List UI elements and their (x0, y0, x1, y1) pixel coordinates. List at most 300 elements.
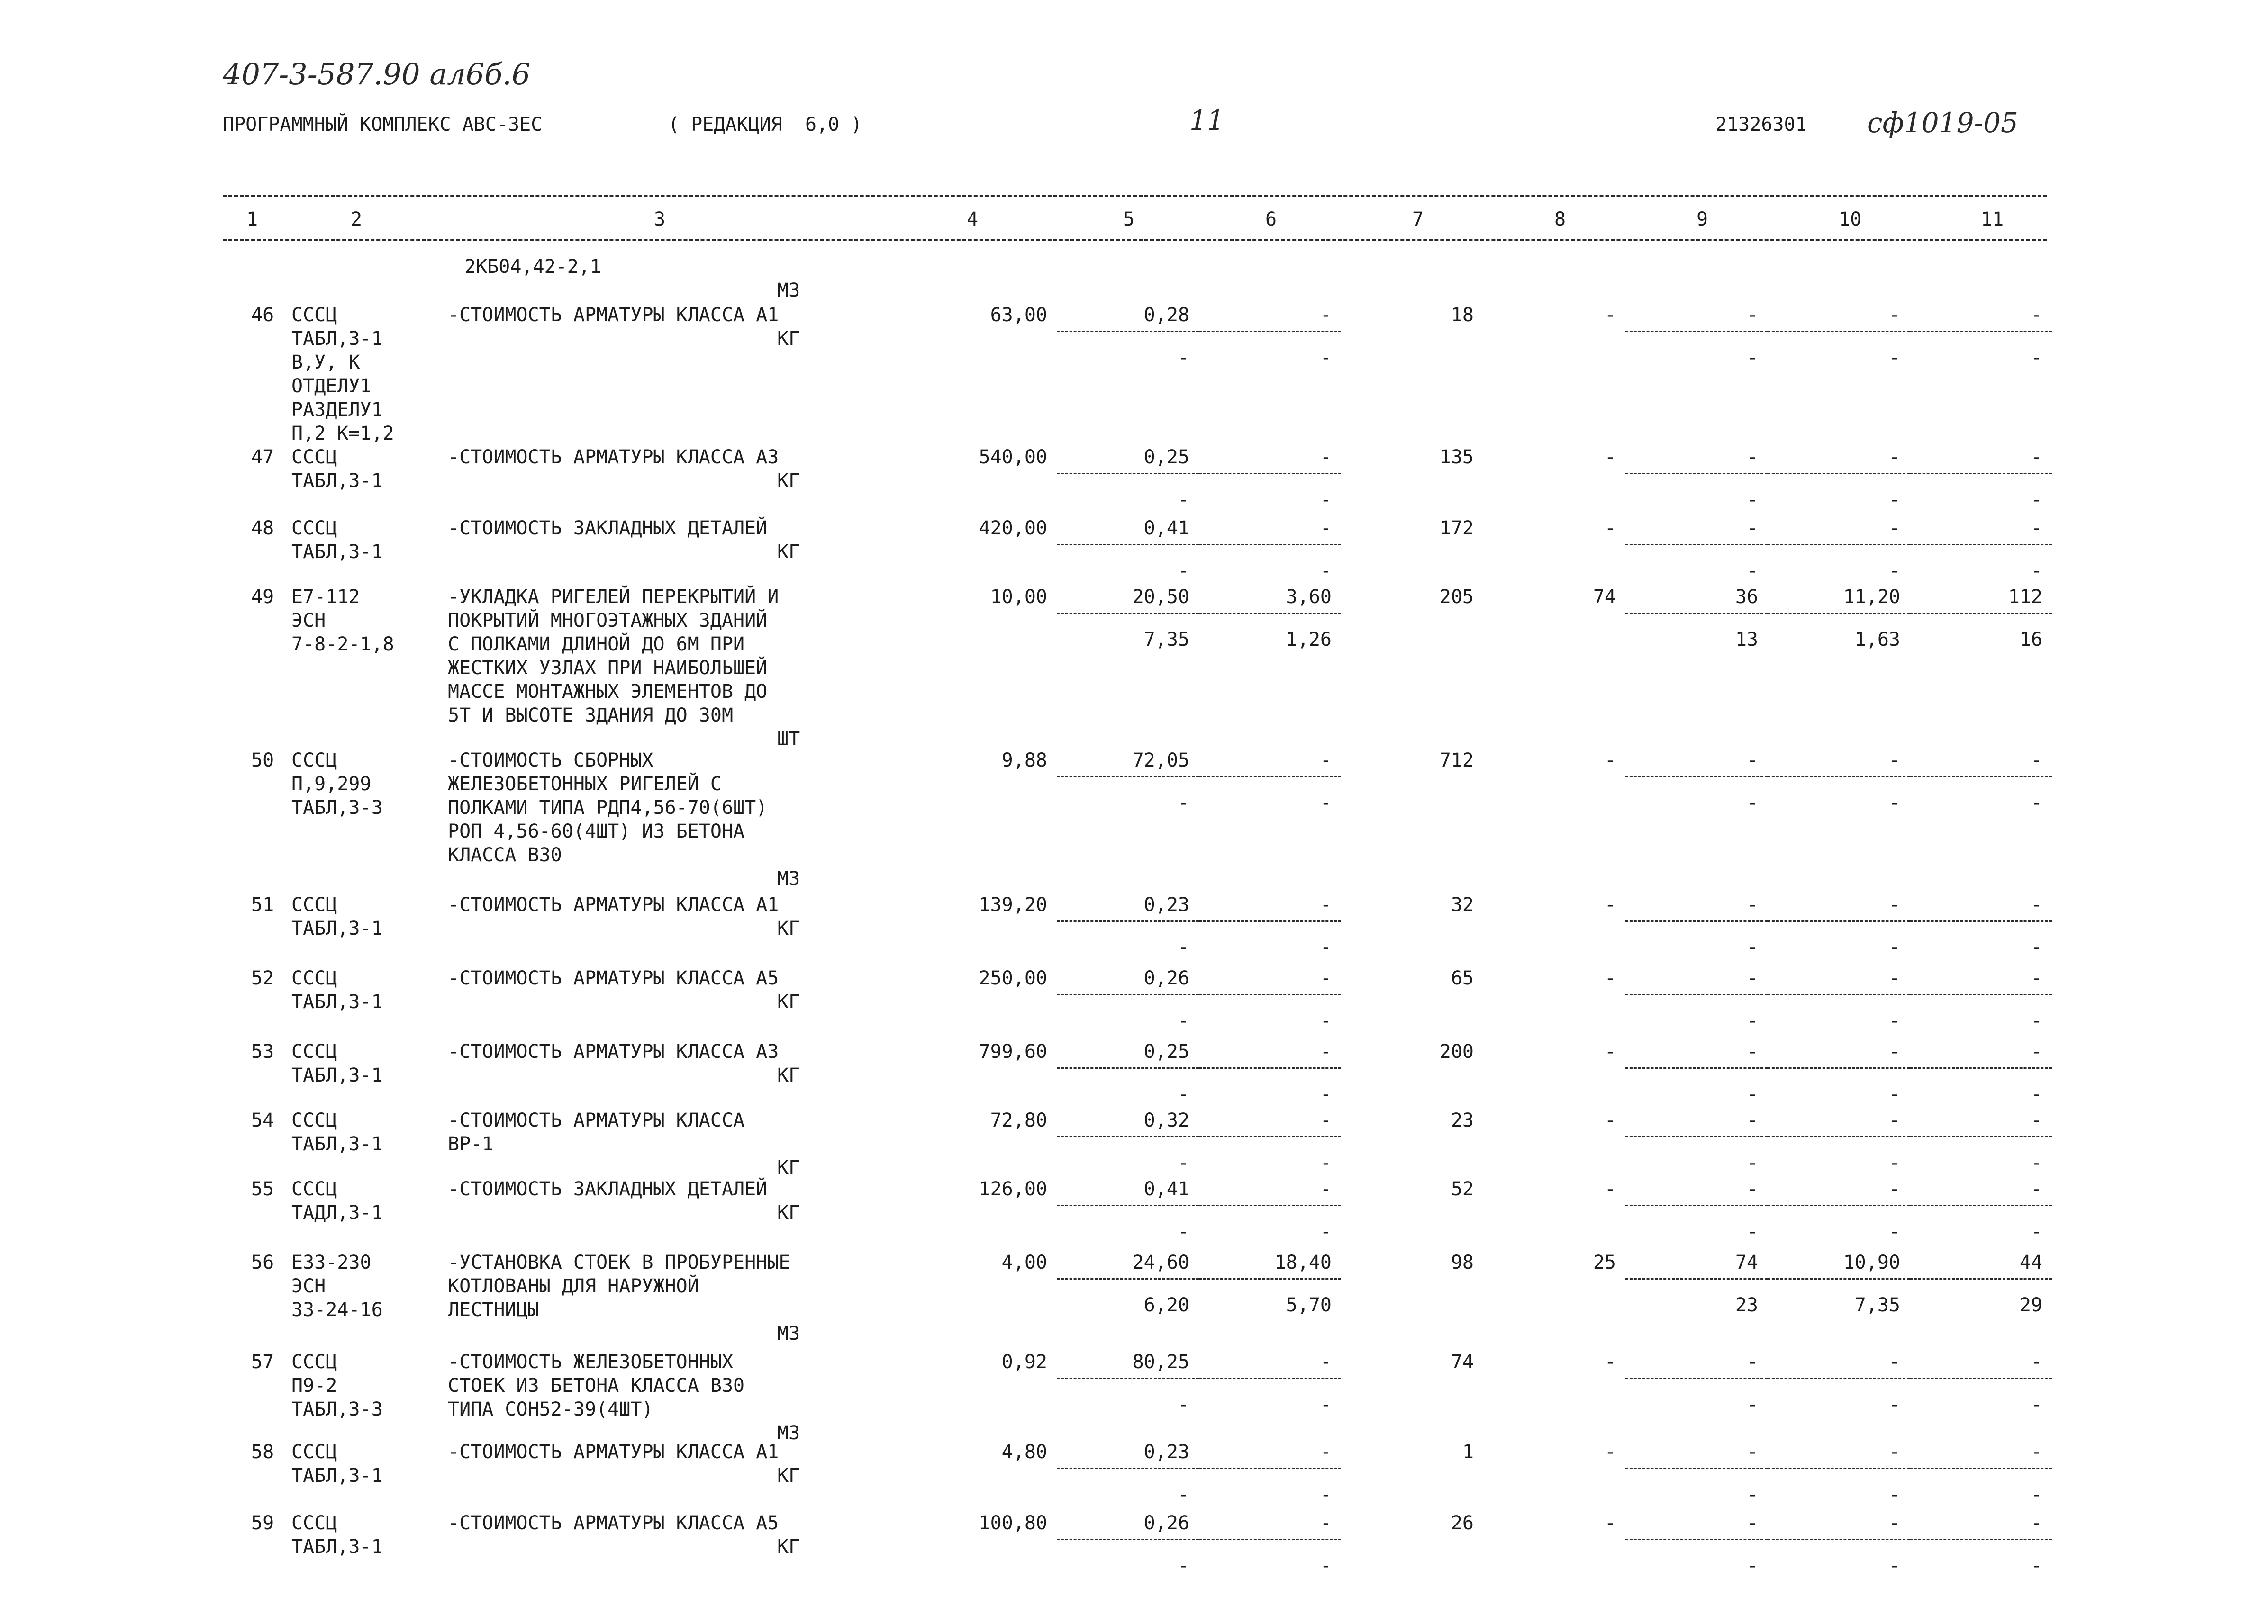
subtotal-rule-c11 (1910, 331, 2052, 332)
row-description: -СТОИМОСТЬ АРМАТУРЫ КЛАССА А5 (448, 1512, 779, 1534)
cell-c4: 100,80 (979, 1512, 1047, 1534)
subtotal-rule-c6 (1199, 920, 1341, 922)
row-code: СССЦ (291, 894, 337, 916)
cell-c4: 540,00 (979, 446, 1047, 468)
subtotal-rule-c5 (1057, 920, 1199, 922)
row-code: СССЦ (291, 1441, 337, 1463)
cell-c4: 10,00 (990, 586, 1047, 608)
cell-c10-second: - (1888, 347, 1900, 369)
cell-c9: - (1746, 894, 1758, 916)
cell-c6: 18,40 (1274, 1252, 1332, 1273)
cell-c8: - (1604, 304, 1616, 326)
subtotal-rule-c6 (1199, 613, 1341, 614)
column-header-8: 8 (1554, 208, 1566, 230)
row-unit: КГ (777, 1536, 800, 1558)
cell-c6: - (1320, 1351, 1332, 1373)
cell-c6-second: - (1320, 937, 1332, 958)
cell-c10: - (1888, 1351, 1900, 1373)
row-unit: ШТ (777, 728, 800, 750)
row-code: ТАБЛ,3-1 (291, 328, 383, 350)
cell-c9-second: - (1746, 560, 1758, 582)
cell-c8: - (1604, 1041, 1616, 1063)
column-header-6: 6 (1265, 208, 1277, 230)
row-description: ЛЕСТНИЦЫ (448, 1299, 539, 1321)
cell-c7: 23 (1451, 1110, 1474, 1131)
row-code: ТАБЛ,3-1 (291, 991, 383, 1013)
cell-c7: 712 (1439, 749, 1474, 771)
cell-c6: - (1320, 749, 1332, 771)
row-unit: КГ (777, 470, 800, 492)
cell-c4: 799,60 (979, 1041, 1047, 1063)
row-unit: М3 (777, 868, 800, 890)
row-description: -СТОИМОСТЬ АРМАТУРЫ КЛАССА А3 (448, 1041, 779, 1063)
cell-c5: 0,25 (1143, 446, 1189, 468)
subtotal-rule-c10 (1768, 1378, 1910, 1379)
cell-c5-second: - (1178, 1394, 1189, 1416)
program-title: ПРОГРАММНЫЙ КОМПЛЕКС АВС-3ЕС (223, 114, 543, 135)
row-code: В,У, К (291, 352, 360, 373)
column-header-7: 7 (1412, 208, 1424, 230)
cell-c5-second: - (1178, 1152, 1189, 1174)
edition-label: ( РЕДАКЦИЯ 6,0 ) (668, 114, 862, 135)
row-number: 57 (251, 1351, 274, 1373)
cell-c10-second: - (1888, 1555, 1900, 1577)
cell-c4: 126,00 (979, 1178, 1047, 1200)
subtotal-rule-c5 (1057, 473, 1199, 474)
cell-c10: - (1888, 1110, 1900, 1131)
cell-c8: - (1604, 517, 1616, 539)
row-code: СССЦ (291, 304, 337, 326)
row-unit: КГ (777, 1065, 800, 1086)
cell-c7: 26 (1451, 1512, 1474, 1534)
subtotal-rule-c11 (1910, 1468, 2052, 1469)
document-number: 21326301 (1715, 114, 1807, 135)
subtotal-rule-c11 (1910, 776, 2052, 777)
cell-c6: - (1320, 446, 1332, 468)
cell-c10-second: - (1888, 1394, 1900, 1416)
subtotal-rule-c11 (1910, 1205, 2052, 1206)
cell-c8: - (1604, 967, 1616, 989)
cell-c6: - (1320, 1512, 1332, 1534)
cell-c11-second: 29 (2019, 1294, 2042, 1316)
row-description: РОП 4,56-60(4ШТ) ИЗ БЕТОНА (448, 821, 745, 842)
subtotal-rule-c9 (1625, 544, 1768, 545)
cell-c6-second: 1,26 (1286, 629, 1332, 650)
cell-c11-second: - (2031, 1152, 2042, 1174)
row-description: 5Т И ВЫСОТЕ ЗДАНИЯ ДО 30М (448, 704, 734, 726)
cell-c6-second: - (1320, 792, 1332, 814)
column-header-2: 2 (351, 208, 363, 230)
row-description: ПОКРЫТИЙ МНОГОЭТАЖНЫХ ЗДАНИЙ (448, 610, 768, 632)
cell-c8: 74 (1593, 586, 1616, 608)
cell-c9: 74 (1735, 1252, 1758, 1273)
subtotal-rule-c6 (1199, 1278, 1341, 1280)
cell-c9-second: - (1746, 489, 1758, 511)
subtotal-rule-c6 (1199, 1067, 1341, 1069)
cell-c11: - (2031, 1178, 2042, 1200)
cell-c5: 0,26 (1143, 967, 1189, 989)
subtotal-rule-c9 (1625, 1468, 1768, 1469)
cell-c11-second: - (2031, 489, 2042, 511)
subtotal-rule-c10 (1768, 1539, 1910, 1540)
cell-c9-second: - (1746, 1010, 1758, 1032)
subtotal-rule-c9 (1625, 613, 1768, 614)
cell-c11-second: 16 (2019, 629, 2042, 650)
cell-c11: - (2031, 894, 2042, 916)
cell-c10: - (1888, 1178, 1900, 1200)
cell-c6: - (1320, 517, 1332, 539)
subtotal-rule-c6 (1199, 1205, 1341, 1206)
cell-c5-second: - (1178, 937, 1189, 958)
cell-c9-second: - (1746, 937, 1758, 958)
subtotal-rule-c11 (1910, 1067, 2052, 1069)
cell-c9: - (1746, 967, 1758, 989)
cell-c6-second: - (1320, 1010, 1332, 1032)
subtotal-rule-c5 (1057, 613, 1199, 614)
cell-c11: - (2031, 967, 2042, 989)
subtotal-rule-c10 (1768, 473, 1910, 474)
cell-c5-second: 7,35 (1143, 629, 1189, 650)
cell-c9-second: - (1746, 1394, 1758, 1416)
cell-c8: - (1604, 1178, 1616, 1200)
column-header-10: 10 (1839, 208, 1862, 230)
row-description: -СТОИМОСТЬ АРМАТУРЫ КЛАССА А1 (448, 894, 779, 916)
row-description: -УКЛАДКА РИГЕЛЕЙ ПЕРЕКРЫТИЙ И (448, 586, 779, 608)
cell-c10: - (1888, 967, 1900, 989)
row-code: ТАБЛ,3-3 (291, 1398, 383, 1420)
cell-c6-second: 5,70 (1286, 1294, 1332, 1316)
subtotal-rule-c5 (1057, 1378, 1199, 1379)
row-code: 33-24-16 (291, 1299, 383, 1321)
subtotal-rule-c6 (1199, 776, 1341, 777)
row-description: ПОЛКАМИ ТИПА РДП4,56-70(6ШТ) (448, 797, 768, 819)
row-description: ЖЕЛЕЗОБЕТОННЫХ РИГЕЛЕЙ С (448, 773, 722, 795)
row-code: 7-8-2-1,8 (291, 633, 394, 655)
row-description: -СТОИМОСТЬ ЖЕЛЕЗОБЕТОННЫХ (448, 1351, 734, 1373)
row-code: П,9,299 (291, 773, 372, 795)
row-description: -СТОИМОСТЬ ЗАКЛАДНЫХ ДЕТАЛЕЙ (448, 517, 768, 539)
cell-c10: - (1888, 894, 1900, 916)
row-unit: КГ (777, 1157, 800, 1179)
cell-c4: 4,80 (1001, 1441, 1047, 1463)
subtotal-rule-c5 (1057, 1278, 1199, 1280)
cell-c6-second: - (1320, 1555, 1332, 1577)
row-code: СССЦ (291, 446, 337, 468)
cell-c10: - (1888, 304, 1900, 326)
column-header-4: 4 (967, 208, 979, 230)
row-number: 52 (251, 967, 274, 989)
cell-c11: 44 (2019, 1252, 2042, 1273)
table-header-rule (223, 239, 2047, 241)
cell-c5: 0,25 (1143, 1041, 1189, 1063)
cell-c5-second: - (1178, 347, 1189, 369)
cell-c6-second: - (1320, 560, 1332, 582)
row-description: -СТОИМОСТЬ АРМАТУРЫ КЛАССА А3 (448, 446, 779, 468)
cell-c11: - (2031, 1441, 2042, 1463)
table-top-rule (223, 195, 2047, 197)
row-code: ТАБЛ,3-1 (291, 470, 383, 492)
cell-c10: - (1888, 1441, 1900, 1463)
subtotal-rule-c11 (1910, 1539, 2052, 1540)
handwritten-code: 407-3-587.90 ал6б.6 (223, 57, 531, 91)
cell-c11-second: - (2031, 1083, 2042, 1105)
row-code: СССЦ (291, 967, 337, 989)
subtotal-rule-c9 (1625, 331, 1768, 332)
cell-c8: - (1604, 1441, 1616, 1463)
row-description: ТИПА СОН52-39(4ШТ) (448, 1398, 653, 1420)
row-code: ТАБЛ,3-1 (291, 1536, 383, 1558)
cell-c10-second: - (1888, 1221, 1900, 1243)
cell-c9-second: - (1746, 792, 1758, 814)
cell-c5: 0,23 (1143, 894, 1189, 916)
cell-c10-second: - (1888, 937, 1900, 958)
cell-c5-second: - (1178, 1010, 1189, 1032)
cell-c9-second: - (1746, 1083, 1758, 1105)
row-code: ЭСН (291, 1275, 326, 1297)
cell-c10: - (1888, 446, 1900, 468)
cell-c5: 72,05 (1132, 749, 1189, 771)
cell-c9-second: 13 (1735, 629, 1758, 650)
subtotal-rule-c6 (1199, 1468, 1341, 1469)
row-code: Е7-112 (291, 586, 360, 608)
column-header-11: 11 (1981, 208, 2004, 230)
cell-c6: - (1320, 894, 1332, 916)
subtotal-rule-c9 (1625, 1378, 1768, 1379)
page-number: 11 (1189, 104, 1225, 136)
row-unit: КГ (777, 991, 800, 1013)
cell-c9: - (1746, 749, 1758, 771)
row-code: СССЦ (291, 1178, 337, 1200)
subtotal-rule-c11 (1910, 994, 2052, 995)
row-number: 49 (251, 586, 274, 608)
cell-c6: - (1320, 1041, 1332, 1063)
cell-c11: 112 (2008, 586, 2042, 608)
row-description: -СТОИМОСТЬ АРМАТУРЫ КЛАССА А5 (448, 967, 779, 989)
cell-c11: - (2031, 1351, 2042, 1373)
cell-c9: - (1746, 1178, 1758, 1200)
row-description: -СТОИМОСТЬ ЗАКЛАДНЫХ ДЕТАЛЕЙ (448, 1178, 768, 1200)
subtotal-rule-c9 (1625, 776, 1768, 777)
cell-c5: 24,60 (1132, 1252, 1189, 1273)
row-code: ТАБЛ,3-1 (291, 1065, 383, 1086)
row-code: П,2 К=1,2 (291, 423, 394, 444)
row-number: 59 (251, 1512, 274, 1534)
row-unit: КГ (777, 541, 800, 563)
cell-c9-second: - (1746, 1484, 1758, 1506)
subtotal-rule-c10 (1768, 1468, 1910, 1469)
cell-c11-second: - (2031, 1394, 2042, 1416)
cell-c6-second: - (1320, 347, 1332, 369)
cell-c11-second: - (2031, 1010, 2042, 1032)
row-code: ЭСН (291, 610, 326, 632)
subtotal-rule-c6 (1199, 473, 1341, 474)
row-code: СССЦ (291, 1041, 337, 1063)
row-description: ВР-1 (448, 1133, 494, 1155)
cell-c9: - (1746, 304, 1758, 326)
row-code: ТАБЛ,3-1 (291, 1133, 383, 1155)
cell-c4: 420,00 (979, 517, 1047, 539)
cell-c5: 0,23 (1143, 1441, 1189, 1463)
cell-c9: - (1746, 1441, 1758, 1463)
subtotal-rule-c11 (1910, 473, 2052, 474)
cell-c11-second: - (2031, 1555, 2042, 1577)
subtotal-rule-c11 (1910, 1278, 2052, 1280)
subtotal-rule-c5 (1057, 1067, 1199, 1069)
cell-c7: 172 (1439, 517, 1474, 539)
subtotal-rule-c9 (1625, 1539, 1768, 1540)
row-number: 53 (251, 1041, 274, 1063)
cell-c6-second: - (1320, 1152, 1332, 1174)
cell-c4: 9,88 (1001, 749, 1047, 771)
row-number: 55 (251, 1178, 274, 1200)
cell-c10-second: 1,63 (1854, 629, 1900, 650)
row-description: СТОЕК ИЗ БЕТОНА КЛАССА В30 (448, 1375, 745, 1397)
subtotal-rule-c9 (1625, 1278, 1768, 1280)
cell-c11: - (2031, 749, 2042, 771)
cell-c6-second: - (1320, 1221, 1332, 1243)
cell-c4: 4,00 (1001, 1252, 1047, 1273)
cell-c11-second: - (2031, 347, 2042, 369)
cell-c7: 200 (1439, 1041, 1474, 1063)
cell-c9: - (1746, 517, 1758, 539)
handwritten-sheet-code: сф1019-05 (1867, 107, 2018, 139)
subtotal-rule-c5 (1057, 331, 1199, 332)
row-code: СССЦ (291, 749, 337, 771)
subtotal-rule-c5 (1057, 1539, 1199, 1540)
pre-note-unit: М3 (777, 280, 800, 301)
cell-c11: - (2031, 304, 2042, 326)
subtotal-rule-c10 (1768, 776, 1910, 777)
row-number: 51 (251, 894, 274, 916)
subtotal-rule-c10 (1768, 1205, 1910, 1206)
row-number: 46 (251, 304, 274, 326)
cell-c4: 250,00 (979, 967, 1047, 989)
cell-c5-second: - (1178, 560, 1189, 582)
subtotal-rule-c11 (1910, 1378, 2052, 1379)
cell-c5-second: - (1178, 792, 1189, 814)
subtotal-rule-c6 (1199, 994, 1341, 995)
row-code: ТАБЛ,3-1 (291, 918, 383, 939)
cell-c10-second: - (1888, 792, 1900, 814)
subtotal-rule-c11 (1910, 1136, 2052, 1137)
row-description: -УСТАНОВКА СТОЕК В ПРОБУРЕННЫЕ (448, 1252, 790, 1273)
subtotal-rule-c5 (1057, 776, 1199, 777)
subtotal-rule-c9 (1625, 473, 1768, 474)
cell-c9: 36 (1735, 586, 1758, 608)
cell-c5: 0,26 (1143, 1512, 1189, 1534)
row-unit: КГ (777, 1202, 800, 1224)
subtotal-rule-c11 (1910, 544, 2052, 545)
row-description: -СТОИМОСТЬ СБОРНЫХ (448, 749, 653, 771)
cell-c11: - (2031, 446, 2042, 468)
subtotal-rule-c10 (1768, 1067, 1910, 1069)
cell-c9-second: - (1746, 1221, 1758, 1243)
cell-c6: - (1320, 304, 1332, 326)
row-number: 50 (251, 749, 274, 771)
cell-c5: 0,41 (1143, 517, 1189, 539)
cell-c8: - (1604, 446, 1616, 468)
cell-c5: 80,25 (1132, 1351, 1189, 1373)
cell-c11: - (2031, 1110, 2042, 1131)
row-description: ЖЕСТКИХ УЗЛАХ ПРИ НАИБОЛЬШЕЙ (448, 657, 768, 679)
cell-c10-second: - (1888, 1484, 1900, 1506)
row-code: ТАБЛ,3-3 (291, 797, 383, 819)
cell-c7: 18 (1451, 304, 1474, 326)
cell-c5-second: 6,20 (1143, 1294, 1189, 1316)
cell-c7: 1 (1462, 1441, 1474, 1463)
cell-c10: 10,90 (1843, 1252, 1900, 1273)
cell-c8: - (1604, 894, 1616, 916)
row-description: МАССЕ МОНТАЖНЫХ ЭЛЕМЕНТОВ ДО (448, 681, 768, 703)
subtotal-rule-c9 (1625, 1205, 1768, 1206)
subtotal-rule-c6 (1199, 544, 1341, 545)
cell-c11-second: - (2031, 560, 2042, 582)
cell-c10: - (1888, 1041, 1900, 1063)
subtotal-rule-c10 (1768, 331, 1910, 332)
column-header-1: 1 (246, 208, 258, 230)
subtotal-rule-c9 (1625, 920, 1768, 922)
pre-note-code: 2КБ04,42-2,1 (464, 256, 601, 278)
cell-c7: 98 (1451, 1252, 1474, 1273)
cell-c7: 205 (1439, 586, 1474, 608)
subtotal-rule-c5 (1057, 994, 1199, 995)
cell-c11-second: - (2031, 937, 2042, 958)
row-description: -СТОИМОСТЬ АРМАТУРЫ КЛАССА (448, 1110, 745, 1131)
cell-c9-second: - (1746, 1152, 1758, 1174)
subtotal-rule-c6 (1199, 1378, 1341, 1379)
cell-c6-second: - (1320, 1394, 1332, 1416)
cell-c5: 0,28 (1143, 304, 1189, 326)
row-code: СССЦ (291, 1351, 337, 1373)
cell-c8: 25 (1593, 1252, 1616, 1273)
row-code: ТАБЛ,3-1 (291, 541, 383, 563)
cell-c6: - (1320, 1178, 1332, 1200)
cell-c6-second: - (1320, 1083, 1332, 1105)
cell-c6-second: - (1320, 489, 1332, 511)
cell-c11-second: - (2031, 792, 2042, 814)
cell-c8: - (1604, 749, 1616, 771)
cell-c5-second: - (1178, 489, 1189, 511)
column-header-5: 5 (1123, 208, 1135, 230)
cell-c6: - (1320, 1441, 1332, 1463)
cell-c5-second: - (1178, 1555, 1189, 1577)
cell-c4: 63,00 (990, 304, 1047, 326)
cell-c4: 72,80 (990, 1110, 1047, 1131)
cell-c10-second: - (1888, 1083, 1900, 1105)
subtotal-rule-c6 (1199, 1539, 1341, 1540)
subtotal-rule-c5 (1057, 544, 1199, 545)
subtotal-rule-c6 (1199, 331, 1341, 332)
cell-c6: - (1320, 1110, 1332, 1131)
cell-c7: 65 (1451, 967, 1474, 989)
row-description: -СТОИМОСТЬ АРМАТУРЫ КЛАССА А1 (448, 1441, 779, 1463)
row-code: ТАБЛ,3-1 (291, 1465, 383, 1487)
row-number: 58 (251, 1441, 274, 1463)
row-description: С ПОЛКАМИ ДЛИНОЙ ДО 6М ПРИ (448, 633, 745, 655)
row-code: П9-2 (291, 1375, 337, 1397)
cell-c9: - (1746, 1512, 1758, 1534)
subtotal-rule-c10 (1768, 994, 1910, 995)
row-code: СССЦ (291, 1512, 337, 1534)
cell-c9: - (1746, 446, 1758, 468)
row-code: РАЗДЕЛУ1 (291, 399, 383, 421)
cell-c11: - (2031, 1512, 2042, 1534)
subtotal-rule-c10 (1768, 1278, 1910, 1280)
cell-c4: 0,92 (1001, 1351, 1047, 1373)
cell-c9-second: - (1746, 347, 1758, 369)
cell-c10-second: - (1888, 1010, 1900, 1032)
subtotal-rule-c10 (1768, 613, 1910, 614)
